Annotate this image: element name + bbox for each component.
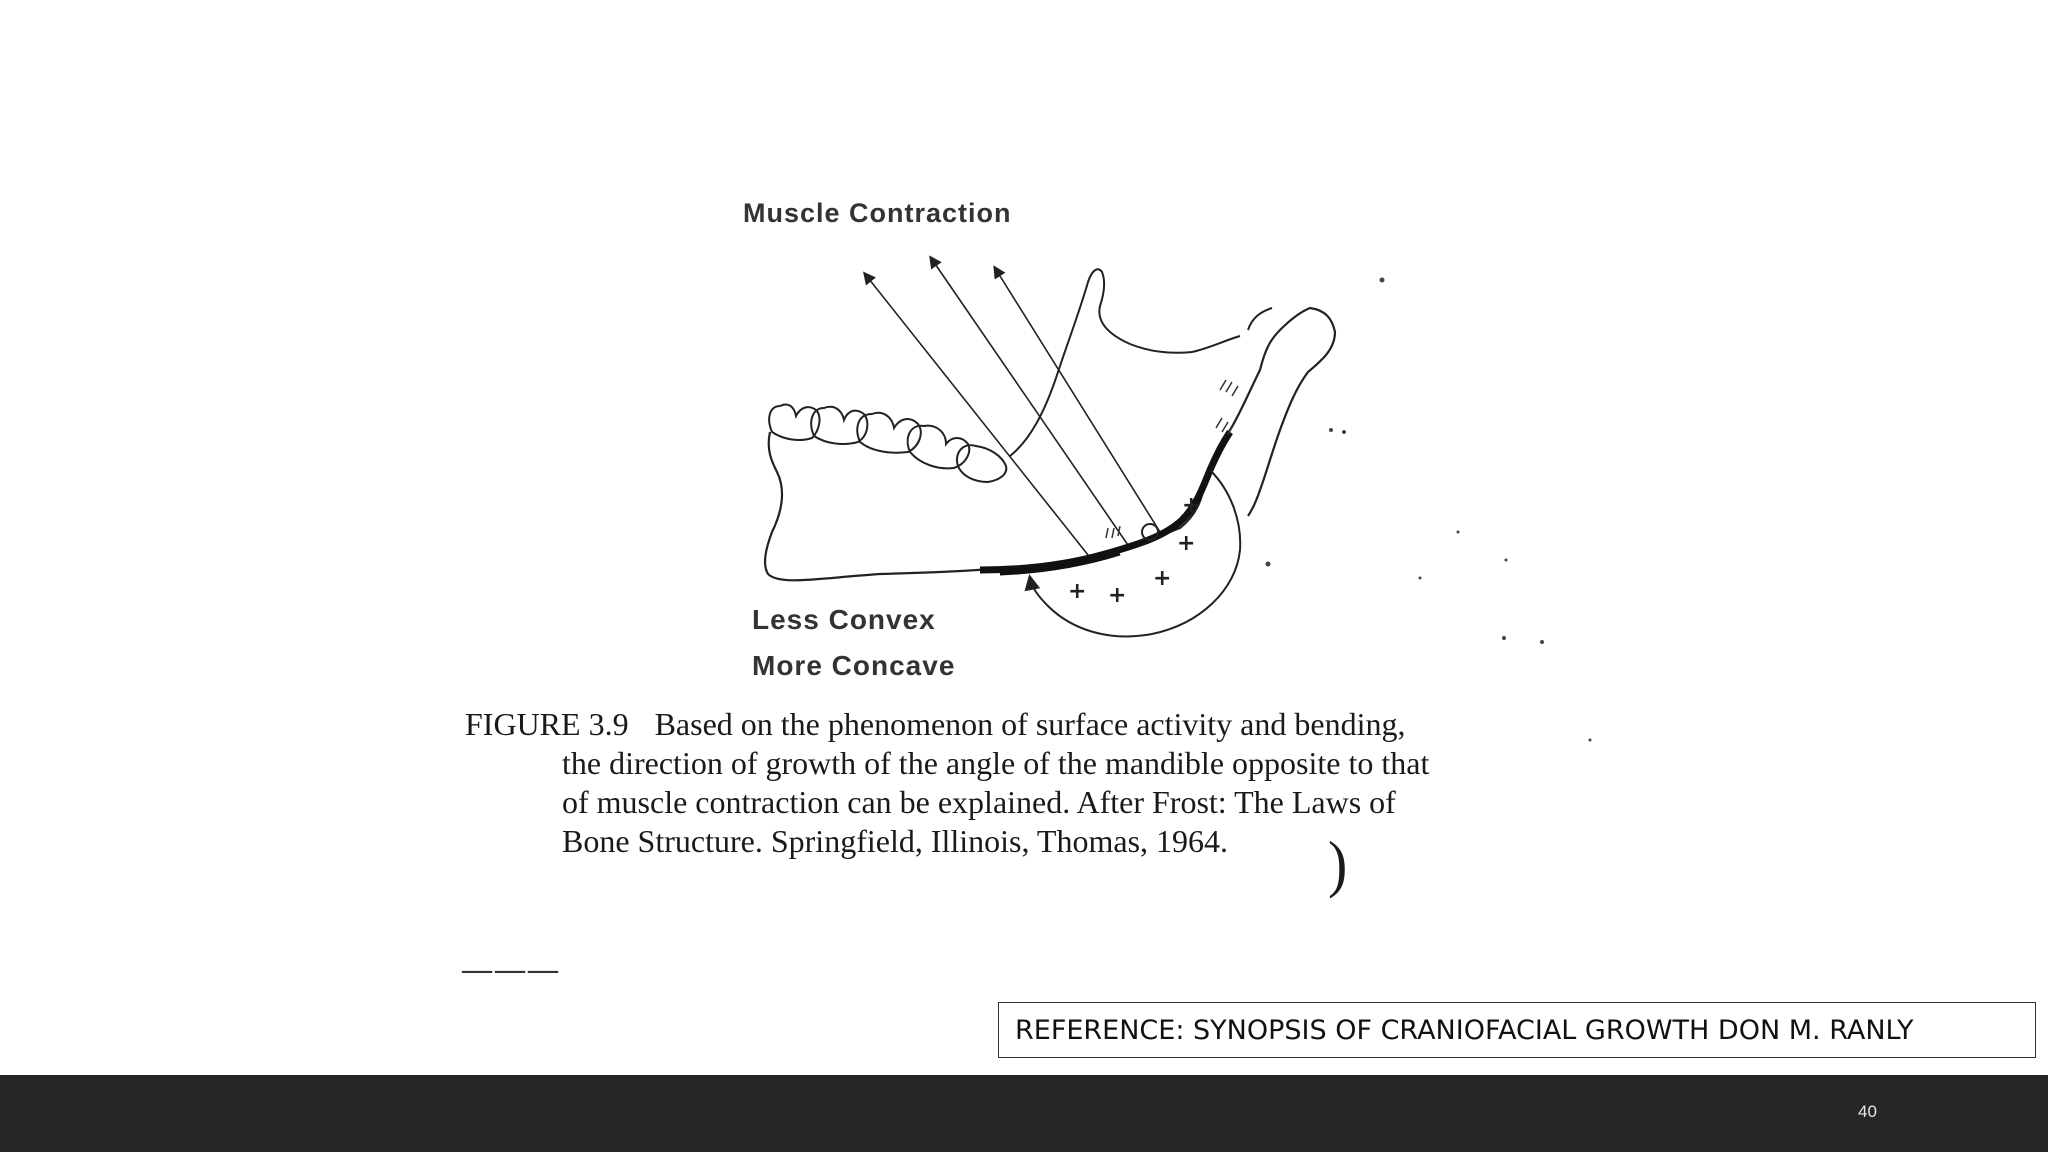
caption-line-4: Bone Structure. Springfield, Illinois, Thomas, 1964.	[562, 823, 1229, 859]
svg-text:+: +	[1153, 566, 1172, 591]
svg-text:+: +	[1182, 493, 1201, 518]
page-number: 40	[1858, 1102, 1877, 1121]
svg-text:+: +	[1108, 583, 1127, 608]
reference-box	[998, 1002, 2036, 1058]
caption-line-3: of muscle contraction can be explained. After Frost: The Laws of	[562, 784, 1396, 820]
caption-line	[465, 705, 1625, 744]
svg-text:+: +	[1068, 579, 1087, 604]
muscle-contraction-arrows	[865, 258, 1160, 560]
growth-direction-arrow	[1030, 470, 1240, 636]
deposition-plus-signs	[1068, 493, 1200, 608]
svg-text:+: +	[1177, 531, 1196, 556]
scan-specks	[1266, 278, 1592, 742]
label-less-convex: Less Convex	[752, 604, 936, 635]
figure-caption	[465, 705, 1625, 861]
coronoid-process	[1010, 269, 1240, 456]
caption-line-1: Based on the phenomenon of surface activity and bending,	[654, 706, 1406, 742]
scanned-figure	[440, 140, 1620, 986]
label-muscle-contraction: Muscle Contraction	[743, 198, 1012, 228]
handwritten-bracket: )	[1328, 827, 1348, 900]
label-more-concave: More Concave	[752, 650, 956, 681]
footer-bar	[0, 1075, 2048, 1152]
caption-line-2: the direction of growth of the angle of the mandible opposite to that	[562, 745, 1430, 781]
figure-number: FIGURE 3.9	[465, 706, 629, 742]
teeth	[769, 404, 1006, 482]
reference-text: REFERENCE: SYNOPSIS OF CRANIOFACIAL GROWTH DON M. RANLY	[1015, 1014, 1914, 1046]
cutoff-heading-fragment: ———	[462, 953, 561, 986]
